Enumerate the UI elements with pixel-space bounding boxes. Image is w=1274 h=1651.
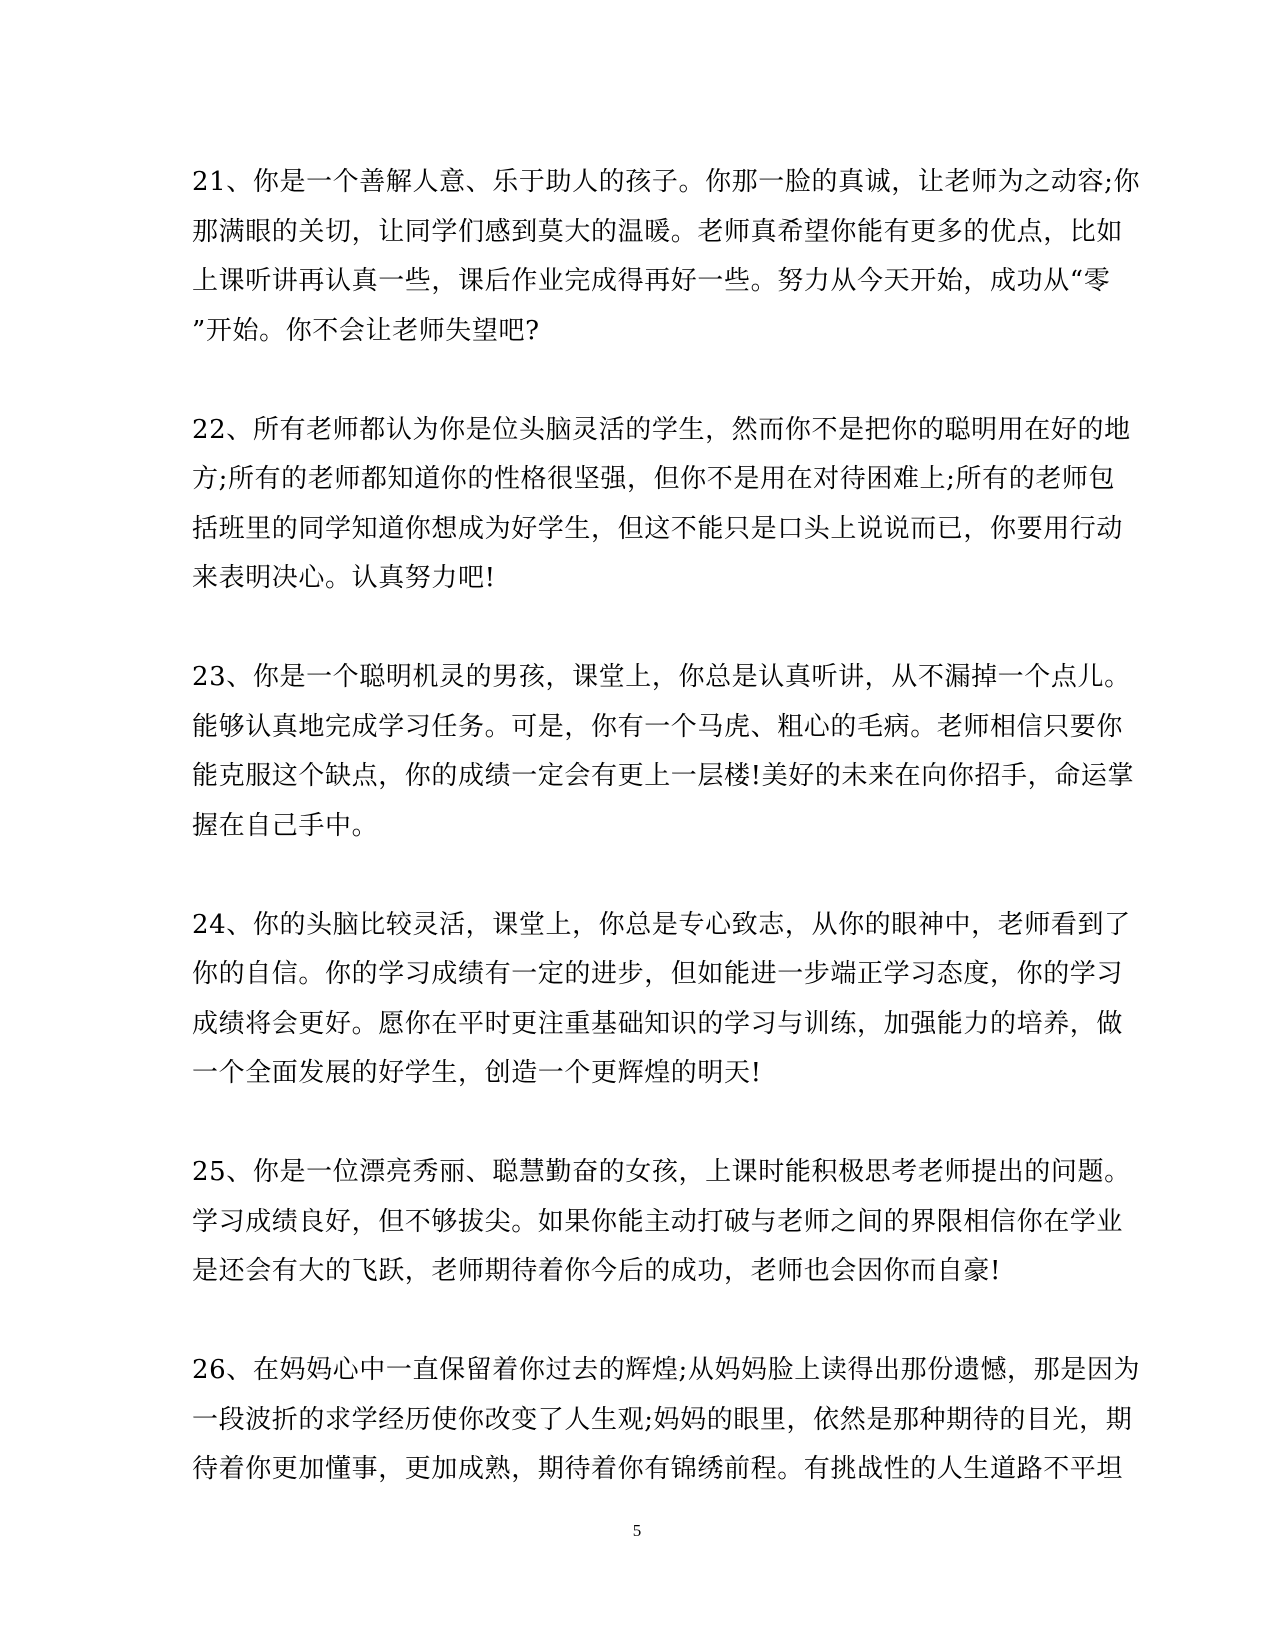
paragraph-line: 来表明决心。认真努力吧! — [192, 563, 496, 593]
paragraph-26 — [192, 1346, 1141, 1495]
paragraph-21 — [192, 158, 1141, 356]
document-body — [192, 158, 1141, 1495]
paragraph-line: 括班里的同学知道你想成为好学生，但这不能只是口头上说说而已，你要用行动 — [192, 513, 1124, 544]
paragraph-22 — [192, 406, 1131, 604]
paragraph-24 — [192, 901, 1131, 1099]
paragraph-line: 25、你是一位漂亮秀丽、聪慧勤奋的女孩，上课时能积极思考老师提出的问题。 — [192, 1157, 1131, 1187]
paragraph-line: 一个全面发展的好学生，创造一个更辉煌的明天! — [192, 1058, 762, 1088]
paragraph-line: 能克服这个缺点，你的成绩一定会有更上一层楼!美好的未来在向你招手，命运掌 — [192, 761, 1135, 791]
paragraph-23 — [192, 653, 1135, 851]
paragraph-line: 能够认真地完成学习任务。可是，你有一个马虎、粗心的毛病。老师相信只要你 — [192, 711, 1124, 742]
paragraph-line: 一段波折的求学经历使你改变了人生观;妈妈的眼里，依然是那种期待的目光，期 — [192, 1404, 1133, 1435]
page-number: 5 — [632, 1521, 642, 1540]
paragraph-line: 是还会有大的飞跃，老师期待着你今后的成功，老师也会因你而自豪! — [192, 1256, 1002, 1286]
paragraph-line: 21、你是一个善解人意、乐于助人的孩子。你那一脸的真诚，让老师为之动容;你 — [192, 167, 1141, 197]
paragraph-line: 上课听讲再认真一些，课后作业完成得再好一些。努力从今天开始，成功从“零 — [192, 266, 1111, 296]
paragraph-line: 你的自信。你的学习成绩有一定的进步，但如能进一步端正学习态度，你的学习 — [192, 959, 1124, 989]
paragraph-line: 23、你是一个聪明机灵的男孩，课堂上，你总是认真听讲，从不漏掉一个点儿。 — [192, 662, 1131, 692]
paragraph-line: 待着你更加懂事，更加成熟，期待着你有锦绣前程。有挑战性的人生道路不平坦 — [192, 1454, 1124, 1484]
paragraph-line: 成绩将会更好。愿你在平时更注重基础知识的学习与训练，加强能力的培养，做 — [192, 1008, 1124, 1039]
paragraph-line: 那满眼的关切，让同学们感到莫大的温暖。老师真希望你能有更多的优点，比如 — [192, 216, 1124, 247]
paragraph-line: 学习成绩良好，但不够拔尖。如果你能主动打破与老师之间的界限相信你在学业 — [192, 1206, 1124, 1237]
paragraph-line: ”开始。你不会让老师失望吧? — [192, 315, 540, 346]
paragraph-25 — [192, 1148, 1131, 1297]
paragraph-line: 26、在妈妈心中一直保留着你过去的辉煌;从妈妈脸上读得出那份遗憾，那是因为 — [192, 1355, 1141, 1385]
paragraph-line: 握在自己手中。 — [192, 810, 379, 841]
paragraph-line: 方;所有的老师都知道你的性格很坚强，但你不是用在对待困难上;所有的老师包 — [192, 464, 1116, 494]
paragraph-line: 24、你的头脑比较灵活，课堂上，你总是专心致志，从你的眼神中，老师看到了 — [192, 909, 1131, 940]
paragraph-line: 22、所有老师都认为你是位头脑灵活的学生，然而你不是把你的聪明用在好的地 — [192, 414, 1131, 445]
